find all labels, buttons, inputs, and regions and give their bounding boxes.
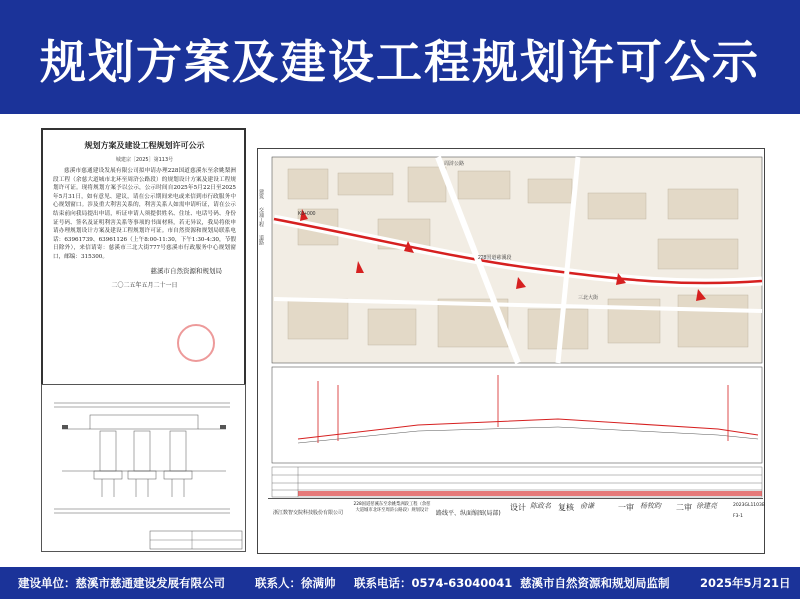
notice-signature: 慈溪市自然资源和规划局 (150, 266, 222, 275)
drawing-svg (258, 149, 764, 553)
design-label: 设计 (510, 503, 526, 512)
footer-banner (0, 567, 800, 599)
drawing-number: 2023GL1103B (733, 503, 765, 508)
check-signature: 俞谦 (580, 502, 594, 510)
longitudinal-profile (272, 367, 762, 463)
map-label-1: K0+000 (298, 211, 316, 217)
footer-date: 2025年5月21日 (700, 576, 791, 590)
notice-body: 慈溪市慈通建设发展有限公司拟申请办理228国道慈溪东至余姚梨洲段工程（余慈大道城市北环至周浒公路段）的规划设计方案及建设工程规划许可证。现将规划方案予以公示，公示时间自2025年5月22日至2025年5月31日，如有意见、建议，请在公示期间来电或来信到市行政服务中心规划窗口。涉及重大利害关系的，利害关系人如需申请听证，请在公示结束前向我局提出申请，听证申请人须提供姓名、住址、电话号码、身份证号码、签名及证明利害关系等事项的书面材料，若无异议，我局将依申请办理规划设计方案及建设工程规划许可证。市自然资源和规划局联系电话：63961739、63961126（上午8:00-11:30，下午1:30-4:30，节假日除外），来信请寄：慈溪市三北大街777号慈溪市行政服务中心规划窗口，邮编：315300。 (53, 168, 236, 260)
drawing-title-block (268, 498, 763, 528)
plan-profile-drawing (257, 148, 765, 554)
notice-panel (41, 128, 246, 386)
drawing-side-labels (258, 189, 270, 253)
header-banner (0, 0, 800, 114)
project-name: 228国道慈溪东至余姚梨洲段工程（余慈大道城市北环至周浒公路段）规划设计 (353, 502, 431, 513)
side-label-traffic: 交通工程 (258, 207, 264, 227)
footer-contact: 联系人：徐满帅 (255, 576, 336, 590)
footer-builder: 建设单位：慈溪市慈通建设发展有限公司 (18, 576, 225, 590)
check-label: 复核 (558, 503, 574, 512)
cross-section-drawing (41, 384, 246, 552)
side-label-road: 道路 (258, 235, 264, 245)
footer-phone: 联系电话：0574-63040041 (354, 576, 513, 590)
page-title: 规划方案及建设工程规划许可公示 (40, 35, 760, 89)
drawing-page: F3-1 (733, 514, 743, 519)
map-label-0: 周浒公路 (444, 161, 465, 167)
notice-doc-number: 城建宗［2025］第113号 (115, 157, 174, 163)
map-label-3: 228国道慈溪段 (478, 255, 512, 261)
notice-title: 规划方案及建设工程规划许可公示 (84, 140, 205, 150)
review-label: 一审 (618, 503, 634, 512)
map-label-2: 三北大街 (578, 295, 599, 301)
footer-supervisor: 慈溪市自然资源和规划局监制 (520, 576, 670, 590)
review-signature: 杨牧昀 (640, 502, 661, 510)
design-signature: 陈政名 (530, 502, 551, 510)
drawing-name: 路线平、纵面缩图(局部) (436, 510, 501, 517)
official-stamp-icon (177, 324, 215, 362)
design-company: 浙江数智交院科技股份有限公司 (272, 510, 343, 516)
cross-section-svg (42, 385, 245, 551)
second-review-label: 二审 (676, 503, 692, 512)
chief-signature: 徐建亮 (696, 502, 717, 510)
side-label-building: 建筑 (258, 189, 264, 199)
notice-date: 二〇二五年五月二十一日 (111, 281, 178, 289)
